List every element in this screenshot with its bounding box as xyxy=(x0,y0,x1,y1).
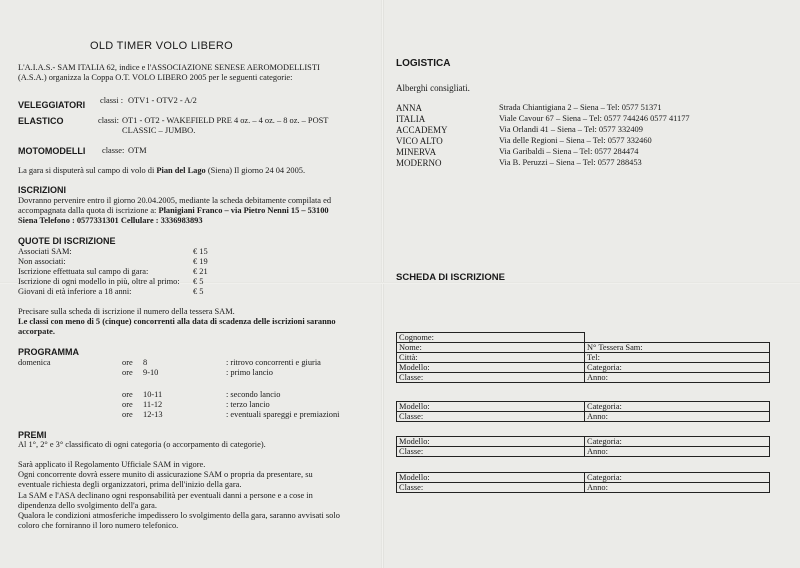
categoria-field-1[interactable] xyxy=(585,363,770,373)
iscrizioni-line-1: Dovranno pervenire entro il giorno 20.04.2005, mediante la scheda debitamente compilata ed xyxy=(18,196,332,205)
modello-label: Modello: xyxy=(399,473,430,482)
veleggiatori-row xyxy=(18,95,85,113)
form-model-block-4 xyxy=(396,472,770,493)
precisare-text: Precisare sulla scheda di iscrizione il numero della tessera SAM. xyxy=(18,307,235,316)
rule-line-3: La SAM e l'ASA declinano ogni responsabilità per eventuali danni a persone e a cose in xyxy=(18,491,313,500)
hotel-info-4: Via Garibaldi – Siena – Tel: 0577 284474 xyxy=(499,147,639,156)
hotel-name-4: MINERVA xyxy=(396,147,437,157)
programma-time-2: 10-11 xyxy=(143,390,163,399)
modello-label: Modello: xyxy=(399,363,430,372)
quote-value-3: € 5 xyxy=(193,277,204,286)
quote-label-1: Non associati: xyxy=(18,257,66,266)
iscrizioni-address: Planigiani Franco – via Pietro Nenni 15 – 53100 xyxy=(158,206,329,215)
programma-time-0: 8 xyxy=(143,358,148,367)
programma-desc-0: : ritrovo concorrenti e giuria xyxy=(226,358,321,367)
categoria-field-4[interactable] xyxy=(585,473,770,483)
rule-line-0: Sarà applicato il Regolamento Ufficiale SAM in vigore. xyxy=(18,460,206,469)
cognome-field[interactable] xyxy=(397,333,585,343)
rule-line-1: Ogni concorrente dovrà essere munito di assicurazione SAM o propria da presentare, su xyxy=(18,470,313,479)
quote-label-3: Iscrizione di ogni modello in più, oltre al primo: xyxy=(18,277,180,286)
programma-desc-3: : terzo lancio xyxy=(226,400,270,409)
modello-field-3[interactable] xyxy=(397,437,585,447)
tessera-field[interactable] xyxy=(585,343,770,353)
hotel-name-0: ANNA xyxy=(396,103,422,113)
categoria-label: Categoria: xyxy=(587,402,622,411)
page-fold xyxy=(381,0,384,568)
anno-field-4[interactable] xyxy=(585,483,770,493)
hotel-info-1: Viale Cavour 67 – Siena – Tel: 0577 744246 0577 41177 xyxy=(499,114,690,123)
quote-value-0: € 15 xyxy=(193,247,208,256)
veleggiatori-classi-label: classi : xyxy=(100,96,124,105)
iscrizioni-line-2 xyxy=(18,206,329,216)
gara-post: (Siena) Il giorno 24 04 2005. xyxy=(205,166,306,175)
gara-place: Pian del Lago xyxy=(156,166,206,175)
categoria-label: Categoria: xyxy=(587,437,622,446)
modello-field-1[interactable] xyxy=(397,363,585,373)
anno-label: Anno: xyxy=(587,447,608,456)
classe-label: Classe: xyxy=(399,483,424,492)
anno-label: Anno: xyxy=(587,412,608,421)
rule-line-2: eventuale richiesta degli organizzatori, prima dell'inizio della gara. xyxy=(18,480,242,489)
elastico-classi-label: classi: xyxy=(98,116,119,125)
programma-ore-3: ore xyxy=(122,400,133,409)
motomodelli-classe-label: classe: xyxy=(102,146,125,155)
citta-field[interactable] xyxy=(397,353,585,363)
form-model-block-3 xyxy=(396,436,770,457)
quote-label-0: Associati SAM: xyxy=(18,247,72,256)
form-model-block-2 xyxy=(396,401,770,422)
categoria-field-2[interactable] xyxy=(585,402,770,412)
modello-label: Modello: xyxy=(399,437,430,446)
tel-label: Tel: xyxy=(587,353,600,362)
veleggiatori-label: VELEGGIATORI xyxy=(18,100,86,110)
modello-label: Modello: xyxy=(399,402,430,411)
nome-field[interactable] xyxy=(397,343,585,353)
hotel-name-2: ACCADEMY xyxy=(396,125,448,135)
programma-desc-2: : secondo lancio xyxy=(226,390,281,399)
classi-warning-line-2: accorpate. xyxy=(18,327,55,336)
classe-label: Classe: xyxy=(399,447,424,456)
quote-label-4: Giovani di età inferiore a 18 anni: xyxy=(18,287,132,296)
hotel-info-5: Via B. Peruzzi – Siena – Tel: 0577 288453 xyxy=(499,158,642,167)
classe-field-4[interactable] xyxy=(397,483,585,493)
alberghi-text: Alberghi consigliati. xyxy=(396,83,470,93)
hotel-name-1: ITALIA xyxy=(396,114,426,124)
intro-line-1: L'A.I.A.S.- SAM ITALIA 62, indice e l'ASSOCIAZIONE SENESE AEROMODELLISTI xyxy=(18,63,320,72)
classe-field-2[interactable] xyxy=(397,412,585,422)
programma-time-3: 11-12 xyxy=(143,400,163,409)
anno-label: Anno: xyxy=(587,483,608,492)
classe-field-3[interactable] xyxy=(397,447,585,457)
tel-field[interactable] xyxy=(585,353,770,363)
gara-pre: La gara si disputerà sul campo di volo di xyxy=(18,166,157,175)
premi-text: Al 1°, 2° e 3° classificato di ogni categoria (o accorpamento di categorie). xyxy=(18,440,266,449)
citta-label: Città: xyxy=(399,353,418,362)
programma-ore-1: ore xyxy=(122,368,133,377)
anno-field-1[interactable] xyxy=(585,373,770,383)
programma-desc-4: : eventuali spareggi e premiazioni xyxy=(226,410,340,419)
form-personal-block xyxy=(396,332,770,383)
quote-label-2: Iscrizione effettuata sul campo di gara: xyxy=(18,267,149,276)
programma-day: domenica xyxy=(18,358,51,367)
motomodelli-label: MOTOMODELLI xyxy=(18,146,86,156)
quote-value-1: € 19 xyxy=(193,257,208,266)
elastico-classi-line-1: OT1 - OT2 - WAKEFIELD PRE 4 oz. – 4 oz. – 8 oz. – POST xyxy=(122,116,329,125)
quote-value-4: € 5 xyxy=(193,287,204,296)
hotel-name-5: MODERNO xyxy=(396,158,442,168)
hotel-info-2: Via Orlandi 41 – Siena – Tel: 0577 332409 xyxy=(499,125,643,134)
elastico-label: ELASTICO xyxy=(18,116,64,126)
programma-time-4: 12-13 xyxy=(143,410,163,419)
iscrizioni-phones: Siena Telefono : 0577331301 Cellulare : 3336983893 xyxy=(18,216,203,225)
anno-label: Anno: xyxy=(587,373,608,382)
programma-ore-4: ore xyxy=(122,410,133,419)
elastico-classi-line-2: CLASSIC – JUMBO. xyxy=(122,126,196,135)
document-title: OLD TIMER VOLO LIBERO xyxy=(90,40,234,52)
motomodelli-classe: OTM xyxy=(128,146,147,155)
rule-line-4: dipendenza dello svolgimento dell'a gara. xyxy=(18,501,157,510)
quote-value-2: € 21 xyxy=(193,267,208,276)
programma-title: PROGRAMMA xyxy=(18,347,79,357)
hotel-info-3: Via delle Regioni – Siena – Tel: 0577 332460 xyxy=(499,136,652,145)
programma-time-1: 9-10 xyxy=(143,368,159,377)
classi-warning-line-1: Le classi con meno di 5 (cinque) concorrenti alla data di scadenza delle iscrizioni saranno xyxy=(18,317,336,326)
intro-line-2: (A.S.A.) organizza la Coppa O.T. VOLO LIBERO 2005 per le seguenti categorie: xyxy=(18,73,293,82)
quote-title: QUOTE DI ISCRIZIONE xyxy=(18,236,116,246)
logistica-title: LOGISTICA xyxy=(396,58,451,69)
programma-ore-0: ore xyxy=(122,358,133,367)
rule-line-6: coloro che forniranno il loro numero telefonico. xyxy=(18,521,179,530)
anno-field-3[interactable] xyxy=(585,447,770,457)
categoria-field-3[interactable] xyxy=(585,437,770,447)
hotel-name-3: VICO ALTO xyxy=(396,136,443,146)
modello-field-4[interactable] xyxy=(397,473,585,483)
categoria-label: Categoria: xyxy=(587,473,622,482)
premi-title: PREMI xyxy=(18,430,47,440)
iscrizioni-title: ISCRIZIONI xyxy=(18,185,67,195)
nome-label: Nome: xyxy=(399,343,422,352)
programma-desc-1: : primo lancio xyxy=(226,368,273,377)
classe-label: Classe: xyxy=(399,373,424,382)
modello-field-2[interactable] xyxy=(397,402,585,412)
categoria-label: Categoria: xyxy=(587,363,622,372)
classe-label: Classe: xyxy=(399,412,424,421)
scheda-title: SCHEDA DI ISCRIZIONE xyxy=(396,272,505,283)
anno-field-2[interactable] xyxy=(585,412,770,422)
empty-cell xyxy=(585,333,770,343)
gara-line xyxy=(18,166,305,176)
programma-ore-2: ore xyxy=(122,390,133,399)
tessera-label: N° Tessera Sam: xyxy=(587,343,643,352)
iscrizioni-line-2-pre: accompagnata dalla quota di iscrizione a: xyxy=(18,206,159,215)
hotel-info-0: Strada Chiantigiana 2 – Siena – Tel: 0577 51371 xyxy=(499,103,662,112)
rule-line-5: Qualora le condizioni atmosferiche impedissero lo svolgimento della gara, saranno avvisati solo xyxy=(18,511,340,520)
cognome-label: Cognome: xyxy=(399,333,434,342)
classe-field-1[interactable] xyxy=(397,373,585,383)
veleggiatori-classi: OTV1 - OTV2 - A/2 xyxy=(128,96,197,105)
